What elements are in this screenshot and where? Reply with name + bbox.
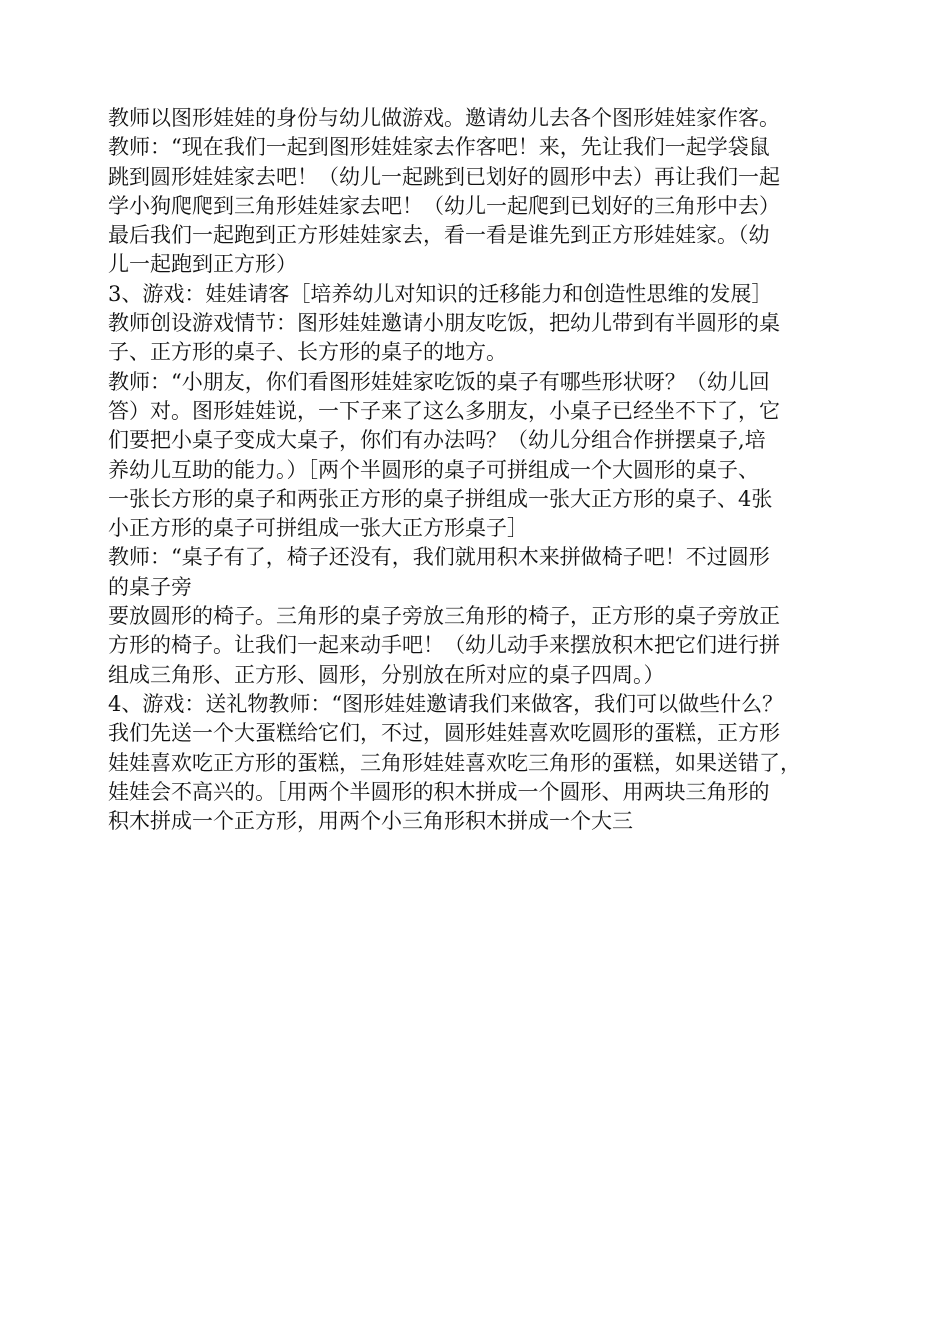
text-line: 娃娃会不高兴的。［用两个半圆形的积木拼成一个圆形、用两块三角形的 <box>108 779 770 804</box>
text-line: 教师创设游戏情节：图形娃娃邀请小朋友吃饭，把幼儿带到有半圆形的桌 <box>108 311 780 336</box>
text-line: 我们先送一个大蛋糕给它们，不过，圆形娃娃喜欢吃圆形的蛋糕，正方形 <box>108 721 780 746</box>
text-line: 4、游戏：送礼物教师：“图形娃娃邀请我们来做客，我们可以做些什么？ <box>108 691 784 716</box>
text-line: 一张长方形的桌子和两张正方形的桌子拼组成一张大正方形的桌子、4张 <box>108 486 773 511</box>
text-line: 教师：“桌子有了，椅子还没有，我们就用积木来拼做椅子吧！不过圆形 <box>108 545 770 570</box>
text-line: 儿一起跑到正方形） <box>108 252 297 277</box>
text-line: 小正方形的桌子可拼组成一张大正方形桌子］ <box>108 516 528 541</box>
text-line: 答）对。图形娃娃说，一下子来了这么多朋友，小桌子已经坐不下了，它 <box>108 398 780 423</box>
text-line: 3、游戏：娃娃请客［培养幼儿对知识的迁移能力和创造性思维的发展］ <box>108 281 773 306</box>
text-line: 教师：“现在我们一起到图形娃娃家去作客吧！来，先让我们一起学袋鼠 <box>108 135 770 160</box>
text-line: 积木拼成一个正方形，用两个小三角形积木拼成一个大三 <box>108 809 633 834</box>
text-line: 要放圆形的椅子。三角形的桌子旁放三角形的椅子，正方形的桌子旁放正 <box>108 604 780 629</box>
text-line: 养幼儿互助的能力。）［两个半圆形的桌子可拼组成一个大圆形的桌子、 <box>108 457 759 482</box>
text-line: 方形的椅子。让我们一起来动手吧！（幼儿动手来摆放积木把它们进行拼 <box>108 633 780 658</box>
text-line: 最后我们一起跑到正方形娃娃家去，看一看是谁先到正方形娃娃家。（幼 <box>108 223 770 248</box>
text-line: 娃娃喜欢吃正方形的蛋糕，三角形娃娃喜欢吃三角形的蛋糕，如果送错了， <box>108 750 801 775</box>
text-line: 学小狗爬爬到三角形娃娃家去吧！（幼儿一起爬到已划好的三角形中去） <box>108 193 780 218</box>
text-line: 教师以图形娃娃的身份与幼儿做游戏。邀请幼儿去各个图形娃娃家作客。 <box>108 106 780 130</box>
body-text <box>108 104 868 836</box>
text-line: 教师：“小朋友，你们看图形娃娃家吃饭的桌子有哪些形状呀？（幼儿回 <box>108 369 770 394</box>
text-line: 跳到圆形娃娃家去吧！（幼儿一起跳到已划好的圆形中去）再让我们一起 <box>108 164 780 189</box>
text-line: 子、正方形的桌子、长方形的桌子的地方。 <box>108 340 507 365</box>
text-line: 们要把小桌子变成大桌子，你们有办法吗？（幼儿分组合作拼摆桌子,培 <box>108 428 766 453</box>
text-line: 组成三角形、正方形、圆形，分别放在所对应的桌子四周。） <box>108 662 665 687</box>
text-line: 的桌子旁 <box>108 574 192 599</box>
